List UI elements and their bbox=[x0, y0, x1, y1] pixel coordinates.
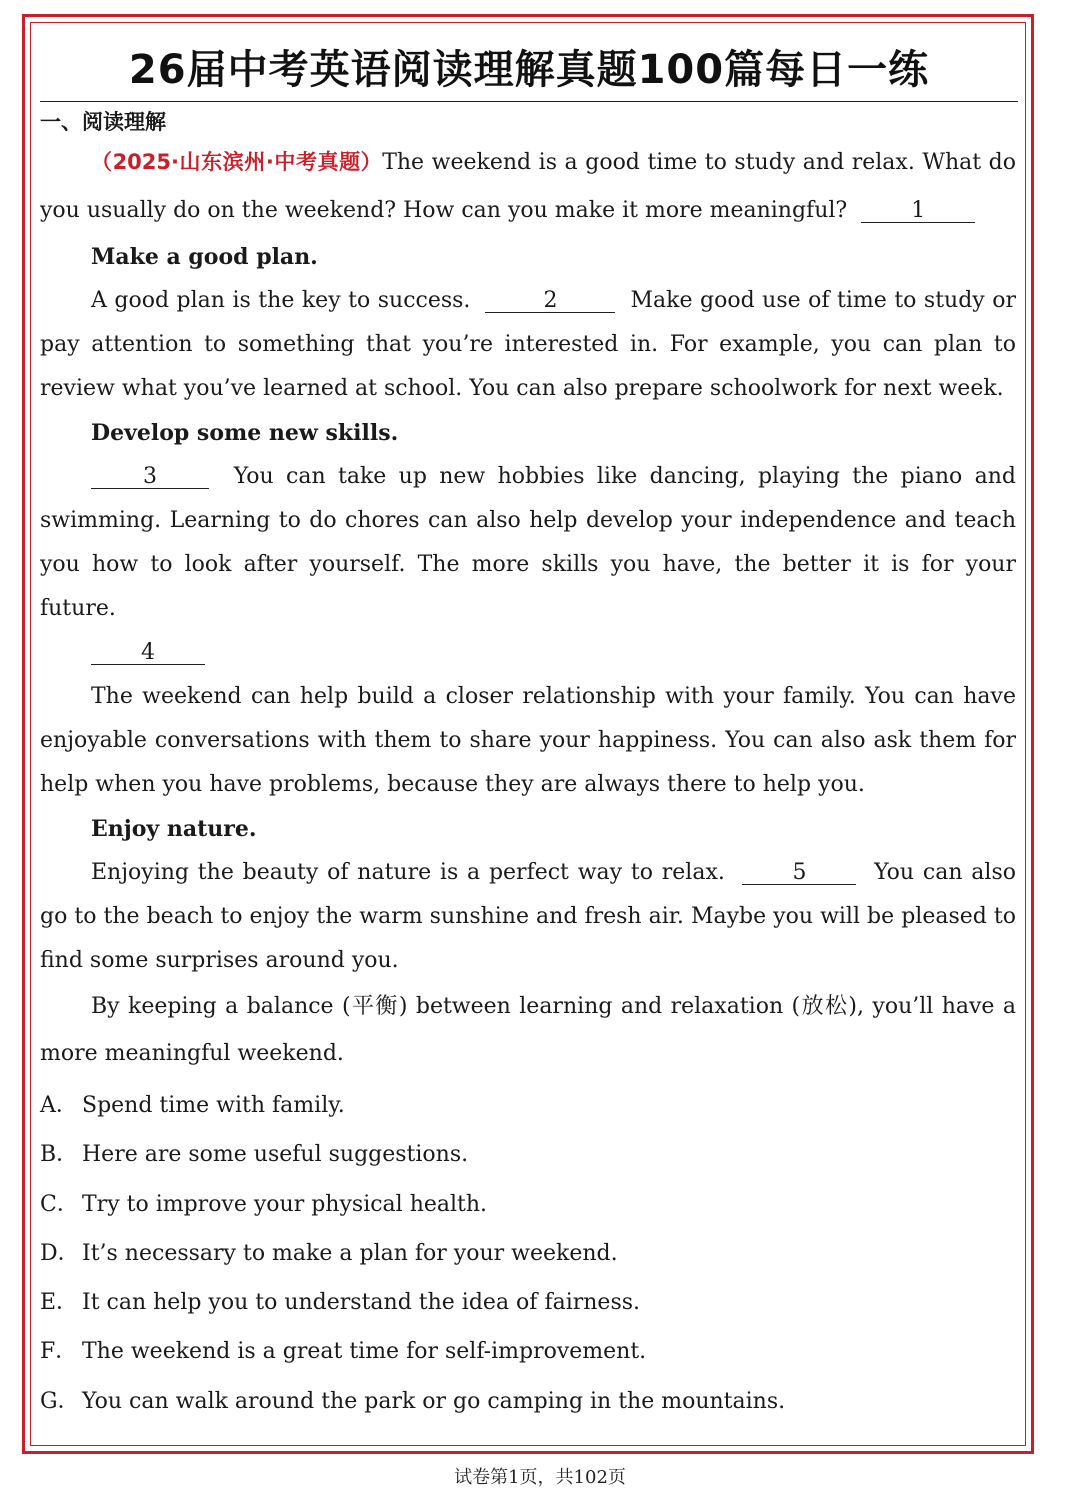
paragraph-nature bbox=[40, 851, 1016, 983]
section-heading: 一、阅读理解 bbox=[40, 110, 166, 134]
option-letter: C． bbox=[40, 1191, 79, 1217]
option-letter: G． bbox=[40, 1388, 80, 1414]
option-g[interactable] bbox=[40, 1377, 1016, 1426]
paragraph-blank-4 bbox=[40, 631, 1016, 675]
intro-paragraph bbox=[40, 138, 1016, 235]
source-tag: （2025·山东滨州·中考真题） bbox=[91, 150, 383, 174]
blank-4[interactable]: 4 bbox=[91, 642, 205, 665]
option-letter: B． bbox=[40, 1142, 79, 1168]
option-letter: F． bbox=[40, 1339, 78, 1365]
paragraph-family: The weekend can help build a closer relationship with your family. You can have enjoyable conversations with them to share your happiness. You can also ask them for help when you have problems, because they are always there to help you. bbox=[40, 684, 1016, 797]
paragraph-skills-text: You can take up new hobbies like dancing, playing the piano and swimming. Learning to do chores can also help develop your independence and teach you how to look after yourself. The more skills you have, the better it is for your future. bbox=[40, 464, 1016, 621]
paragraph-nature-after: You can also go to the beach to enjoy the warm sunshine and fresh air. Maybe you will be pleased to find some surprises around you. bbox=[40, 860, 1016, 973]
blank-2[interactable]: 2 bbox=[485, 290, 615, 313]
option-f[interactable] bbox=[40, 1327, 1016, 1376]
paragraph-nature-before: Enjoying the beauty of nature is a perfect way to relax. bbox=[91, 860, 725, 885]
option-d[interactable] bbox=[40, 1229, 1016, 1278]
option-text: Here are some useful suggestions. bbox=[82, 1142, 469, 1168]
paragraph-plan bbox=[40, 279, 1016, 411]
intro-text: The weekend is a good time to study and relax. What do you usually do on the weekend? How can you make it more meaningful? bbox=[40, 150, 1016, 223]
option-text: Spend time with family. bbox=[82, 1093, 345, 1118]
option-b[interactable] bbox=[40, 1130, 1016, 1179]
option-letter: E． bbox=[40, 1290, 79, 1316]
options-list bbox=[40, 1081, 1016, 1426]
page-title: 26届中考英语阅读理解真题100篇每日一练 bbox=[128, 47, 930, 93]
heading-make-plan: Make a good plan. bbox=[91, 244, 318, 270]
paragraph-plan-after: Make good use of time to study or pay attention to something that you’re interested in. For example, you can plan to review what you’ve learned at school. You can also prepare schoolwork for next week. bbox=[40, 288, 1016, 401]
reading-section bbox=[40, 104, 1016, 1426]
heading-enjoy-nature: Enjoy nature. bbox=[91, 816, 257, 842]
paragraph-closing: By keeping a balance (平衡) between learning and relaxation (放松), you’ll have a more meaningful weekend. bbox=[40, 994, 1016, 1066]
option-text: You can walk around the park or go camping in the mountains. bbox=[82, 1388, 786, 1414]
title-divider bbox=[40, 101, 1018, 102]
option-text: It can help you to understand the idea of fairness. bbox=[82, 1290, 641, 1316]
option-text: It’s necessary to make a plan for your weekend. bbox=[82, 1240, 618, 1266]
blank-3[interactable]: 3 bbox=[91, 466, 209, 489]
option-letter: D． bbox=[40, 1240, 80, 1266]
option-a[interactable] bbox=[40, 1081, 1016, 1130]
page-footer: 试卷第1页，共102页 bbox=[454, 1467, 626, 1488]
option-c[interactable] bbox=[40, 1180, 1016, 1229]
option-text: Try to improve your physical health. bbox=[82, 1191, 488, 1217]
blank-5[interactable]: 5 bbox=[742, 862, 856, 885]
paragraph-plan-before: A good plan is the key to success. bbox=[91, 288, 471, 313]
blank-1[interactable]: 1 bbox=[861, 200, 975, 223]
option-text: The weekend is a great time for self-improvement. bbox=[82, 1339, 647, 1365]
paragraph-skills bbox=[40, 455, 1016, 631]
option-e[interactable] bbox=[40, 1278, 1016, 1327]
heading-new-skills: Develop some new skills. bbox=[91, 420, 399, 446]
option-letter: A． bbox=[40, 1093, 78, 1118]
